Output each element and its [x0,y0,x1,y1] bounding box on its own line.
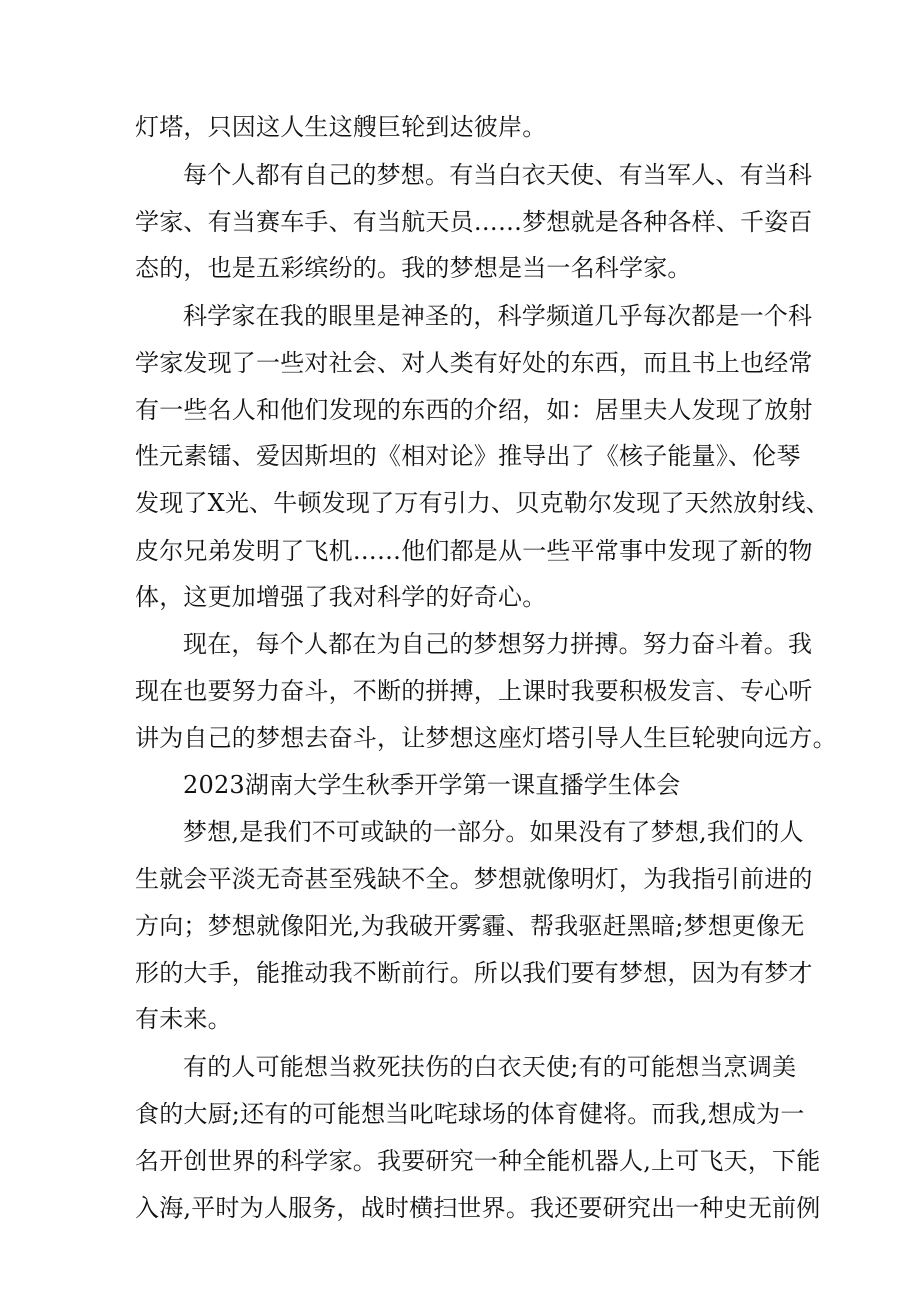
text-line: 态的，也是五彩缤纷的。我的梦想是当一名科学家。 [135,254,692,282]
text-line: 现在，每个人都在为自己的梦想努力拼搏。努力奋斗着。我 [183,630,813,658]
text-line: 讲为自己的梦想去奋斗，让梦想这座灯塔引导人生巨轮驶向远方。 [135,724,837,752]
text-line: 每个人都有自己的梦想。有当白衣天使、有当军人、有当科 [183,161,813,189]
text-line: 灯塔，只因这人生这艘巨轮到达彼岸。 [135,113,547,141]
text-line: 食的大厨;还有的可能想当叱咤球场的体育健将。而我,想成为一 [135,1100,805,1128]
section-heading: 2023湖南大学生秋季开学第一课直播学生体会 [183,771,681,799]
text-line: 发现了X光、牛顿发现了万有引力、贝克勒尔发现了天然放射线、 [135,489,830,517]
text-line: 入海,平时为人服务，战时横扫世界。我还要研究出一种史无前例 [135,1194,821,1222]
text-line: 有未来。 [135,1005,232,1033]
text-line: 学家、有当赛车手、有当航天员……梦想就是各种各样、千姿百 [135,208,813,236]
text-line: 方向；梦想就像阳光,为我破开雾霾、帮我驱赶黑暗;梦想更像无 [135,912,805,940]
text-line: 性元素镭、爱因斯坦的《相对论》推导出了《核子能量》、伦琴 [135,442,801,470]
text-line: 现在也要努力奋斗，不断的拼搏，上课时我要积极发言、专心听 [135,677,813,705]
text-line: 名开创世界的科学家。我要研究一种全能机器人,上可飞天，下能 [135,1147,821,1175]
text-line: 有的人可能想当救死扶伤的白衣天使;有的可能想当烹调美 [183,1053,797,1081]
text-line: 生就会平淡无奇甚至残缺不全。梦想就像明灯，为我指引前进的 [135,865,813,893]
text-line: 有一些名人和他们发现的东西的介绍，如：居里夫人发现了放射 [135,396,813,424]
text-line: 梦想,是我们不可或缺的一部分。如果没有了梦想,我们的人 [183,818,804,846]
text-line: 体，这更加增强了我对科学的好奇心。 [135,583,547,611]
text-line: 形的大手，能推动我不断前行。所以我们要有梦想，因为有梦才 [135,959,813,987]
text-line: 科学家在我的眼里是神圣的，科学频道几乎每次都是一个科 [183,302,813,330]
text-line: 学家发现了一些对社会、对人类有好处的东西，而且书上也经常 [135,349,813,377]
text-line: 皮尔兄弟发明了飞机……他们都是从一些平常事中发现了新的物 [135,537,813,565]
